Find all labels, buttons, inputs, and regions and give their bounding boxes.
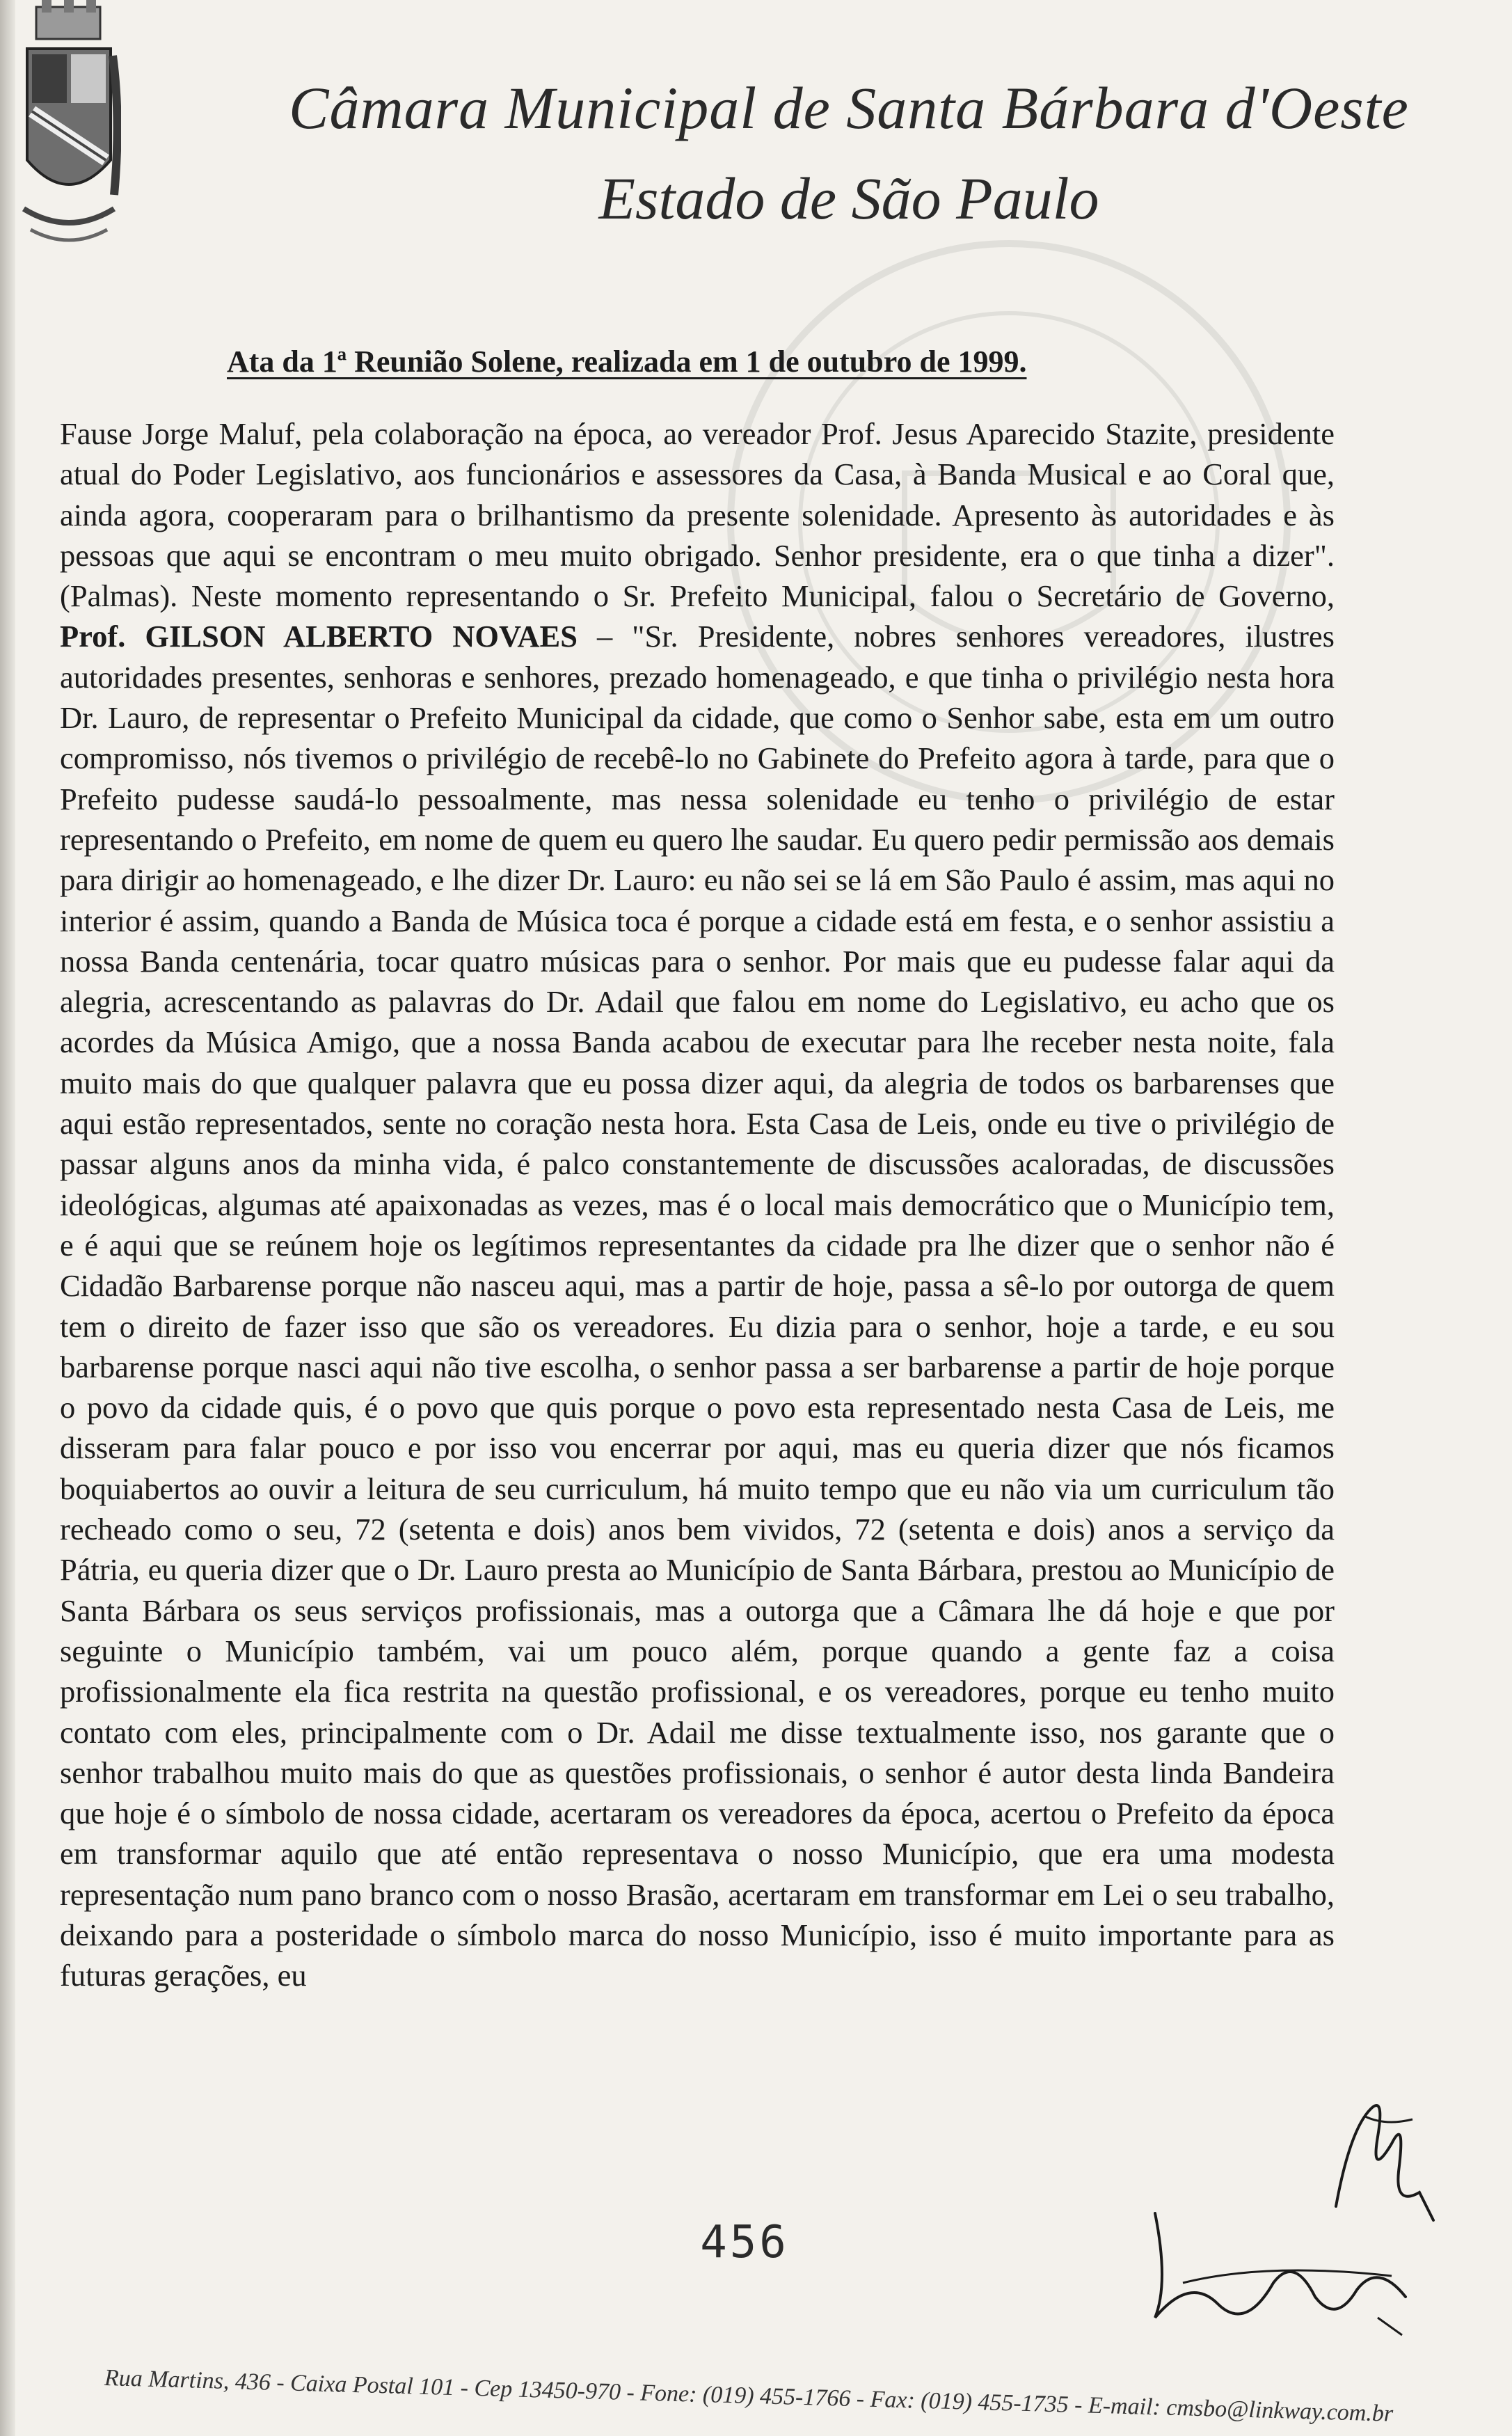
minutes-text-part-1: Fause Jorge Maluf, pela colaboração na época, ao vereador Prof. Jesus Aparecido Stazite, presidente atual do Poder Legislativo, aos funcionários e assessores da Casa, à Banda Musical e ao Coral que, ainda agora, cooperaram para o brilhantismo da presente solenidade. Apresento às autoridades e às pessoas que aqui se encontram o meu muito obrigado. Senhor presidente, era o que tinha a dizer". (Palmas). Neste momento representando o Sr. Prefeito Municipal, falou o Secretário de Governo,: [60, 416, 1335, 614]
minutes-heading: Ata da 1ª Reunião Solene, realizada em 1 de outubro de 1999.: [227, 345, 1027, 379]
minutes-text-part-2: – "Sr. Presidente, nobres senhores vereadores, ilustres autoridades presentes, senhoras e senhores, prezado homenageado, e que tinha o privilégio nesta hora Dr. Lauro, de representar o Prefeito Municipal da cidade, que como o Senhor sabe, esta em um outro compromisso, nós tivemos o privilégio de recebê-lo no Gabinete do Prefeito agora à tarde, para que o Prefeito pudesse saudá-lo pessoalmente, mas nessa solenidade eu tenho o privilégio de estar representando o Prefeito, em nome de quem eu quero lhe saudar. Eu quero pedir permissão aos demais para dirigir ao homenageado, e lhe dizer Dr. Lauro: eu não sei se lá em São Paulo é assim, mas aqui no interior é assim, quando a Banda de Música toca é porque a cidade está em festa, e o senhor assistiu a nossa Banda centenária, tocar quatro músicas para o senhor. Por mais que eu pudesse falar aqui da alegria, acrescentando as palavras do Dr. Adail que falou em nome do Legislativo, eu acho que os acordes da Música Amigo, que a nossa Banda acabou de executar para lhe receber nesta noite, fala muito mais do que qualquer palavra que eu possa dizer aqui, da alegria de todos os barbarenses que aqui estão representados, sente no coração nesta hora. Esta Casa de Leis, onde eu tive o privilégio de passar alguns anos da minha vida, é palco constantemente de discussões acaloradas, de discussões ideológicas, algumas até apaixonadas as vezes, mas é o local mais democrático que o Município tem, e é aqui que se reúnem hoje os legítimos representantes da cidade pra lhe dizer que o senhor não é Cidadão Barbarense porque não nasceu aqui, mas a partir de hoje, passa a sê-lo por outorga de quem tem o direito de fazer isso que são os vereadores. Eu dizia para o senhor, hoje a tarde, e eu sou barbarense porque nasci aqui não tive escolha, o senhor passa a ser barbarense a partir de hoje porque o povo da cidade quis, é o povo que quis porque o povo esta representado nesta Casa de Leis, me disseram para falar pouco e por isso vou encerrar por aqui, mas eu queria dizer que nós ficamos boquiabertos ao ouvir a leitura de seu curriculum, há muito tempo que eu não via um curriculum tão recheado como o seu, 72 (setenta e dois) anos bem vividos, 72 (setenta e dois) anos a serviço da Pátria, eu queria dizer que o Dr. Lauro presta ao Município de Santa Bárbara, prestou ao Município de Santa Bárbara os seus serviços profissionais, mas a outorga que a Câmara lhe dá hoje e que por seguinte o Município também, vai um pouco além, porque quando a gente faz a coisa profissionalmente ela fica restrita na questão profissional, e os vereadores, porque eu tenho muito contato com eles, principalmente com o Dr. Adail me disse textualmente isso, nos garante que o senhor trabalhou muito mais do que as questões profissionais, o senhor é autor desta linda Bandeira que hoje é o símbolo de nossa cidade, acertaram os vereadores da época, acertou o Prefeito da época em transformar aquilo que até então representava o nosso Município, que era uma modesta representação num pano branco com o nosso Brasão, acertaram em transformar em Lei o seu trabalho, deixando para a posteridade o símbolo marca do nosso Município, isso é muito importante para as futuras gerações, eu: [60, 619, 1335, 1993]
speaker-name: Prof. GILSON ALBERTO NOVAES: [60, 619, 578, 654]
state-name-subtitle: Estado de São Paulo: [598, 165, 1099, 232]
chamber-name-title: Câmara Municipal de Santa Bárbara d'Oeste: [289, 74, 1409, 141]
page-number: 456: [700, 2217, 789, 2268]
page-binding-edge: [0, 0, 15, 2436]
handwritten-signature-icon-2: [1127, 2199, 1419, 2339]
municipal-coat-of-arms-icon: [17, 0, 121, 264]
minutes-body: [60, 413, 1335, 1996]
footer-contact: Rua Martins, 436 - Caixa Postal 101 - Cep 13450-970 - Fone: (019) 455-1766 - Fax: (019) 455-1735 - E-mail: cmsbo@linkway.com.br: [104, 2365, 1394, 2427]
